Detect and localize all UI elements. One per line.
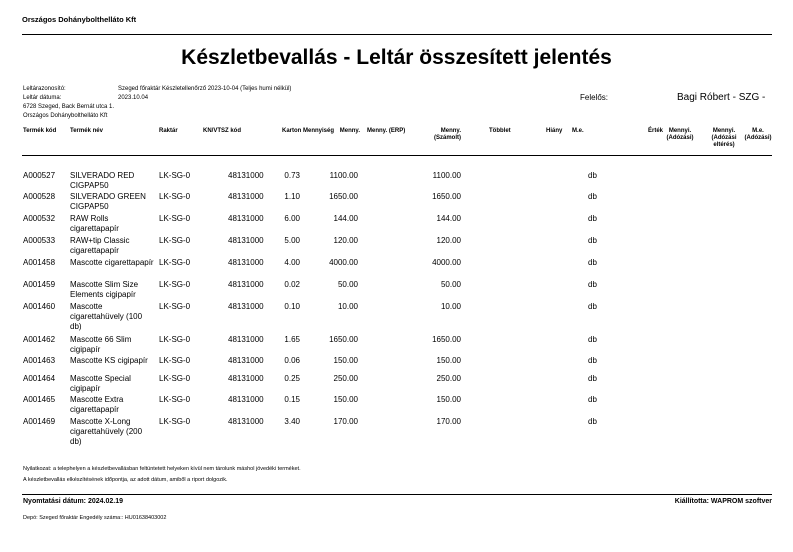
col-header-qty-tax: Mennyi. (Adózási) <box>666 128 694 141</box>
col-header-kn: KN/VTSZ kód <box>203 128 242 134</box>
cell-name: Mascotte Special cigipapír <box>70 374 131 393</box>
col-header-shortage: Hiány <box>546 128 563 134</box>
cell-qty-calc: 144.00 <box>436 214 461 223</box>
cell-name: Mascotte Extra cigarettapapír <box>70 395 124 414</box>
cell-code: A001463 <box>23 356 56 365</box>
company-name: Országos Dohánybolthelláto Kft <box>22 15 137 24</box>
cell-carton: 1.65 <box>284 335 300 344</box>
cell-qty-calc: 10.00 <box>440 302 461 311</box>
col-header-surplus: Többlet <box>489 128 511 134</box>
cell-warehouse: LK-SG-0 <box>159 280 191 289</box>
cell-name: Mascotte cigarettapapír <box>70 258 154 267</box>
print-date: Nyomtatási dátum: 2024.02.19 <box>23 498 123 505</box>
cell-name: RAW+tip Classic cigarettapapír <box>70 236 130 255</box>
inventory-date-value: 2023.10.04 <box>118 95 149 101</box>
inventory-id-value: Szeged főraktár Készletellenőrző 2023-10-04 (Teljes humi nélkül) <box>118 86 292 92</box>
cell-unit: db <box>588 335 597 344</box>
col-header-code: Termék kód <box>23 128 57 134</box>
company-line: Országos Dohánybolthelláto Kft <box>23 113 108 119</box>
cell-qty: 170.00 <box>333 417 358 426</box>
cell-code: A001459 <box>23 280 56 289</box>
cell-warehouse: LK-SG-0 <box>159 192 191 201</box>
cell-kn: 48131000 <box>228 236 264 245</box>
cell-carton: 0.10 <box>284 302 300 311</box>
cell-qty: 50.00 <box>337 280 358 289</box>
cell-name: RAW Rolls cigarettapapír <box>70 214 119 233</box>
cell-carton: 5.00 <box>284 236 300 245</box>
cell-qty: 150.00 <box>333 395 358 404</box>
cell-qty-calc: 4000.00 <box>432 258 461 267</box>
cell-kn: 48131000 <box>228 258 264 267</box>
cell-qty-calc: 120.00 <box>436 236 461 245</box>
cell-name: SILVERADO GREEN CIGPAP50 <box>70 192 146 211</box>
cell-unit: db <box>588 395 597 404</box>
col-header-name: Termék név <box>70 128 103 134</box>
header-divider <box>22 34 772 35</box>
cell-name: SILVERADO RED CIGPAP50 <box>70 171 135 190</box>
cell-code: A001464 <box>23 374 56 383</box>
cell-code: A001465 <box>23 395 56 404</box>
cell-code: A000532 <box>23 214 56 223</box>
inventory-id-label: Leltárazonosító: <box>23 86 66 92</box>
cell-qty: 1650.00 <box>329 192 358 201</box>
cell-warehouse: LK-SG-0 <box>159 258 191 267</box>
cell-code: A000533 <box>23 236 56 245</box>
cell-unit: db <box>588 192 597 201</box>
col-header-carton: Karton Mennyiség <box>281 128 334 134</box>
cell-qty: 150.00 <box>333 356 358 365</box>
cell-warehouse: LK-SG-0 <box>159 374 191 383</box>
cell-unit: db <box>588 374 597 383</box>
cell-warehouse: LK-SG-0 <box>159 214 191 223</box>
cell-qty-calc: 1650.00 <box>432 335 461 344</box>
cell-carton: 4.00 <box>284 258 300 267</box>
cell-code: A001460 <box>23 302 56 311</box>
cell-unit: db <box>588 417 597 426</box>
cell-warehouse: LK-SG-0 <box>159 302 191 311</box>
cell-unit: db <box>588 258 597 267</box>
cell-kn: 48131000 <box>228 280 264 289</box>
cell-qty-calc: 170.00 <box>436 417 461 426</box>
cell-warehouse: LK-SG-0 <box>159 171 191 180</box>
cell-kn: 48131000 <box>228 417 264 426</box>
cell-warehouse: LK-SG-0 <box>159 417 191 426</box>
address: 6728 Szeged, Back Bernát utca 1. <box>23 104 115 110</box>
cell-warehouse: LK-SG-0 <box>159 236 191 245</box>
cell-warehouse: LK-SG-0 <box>159 335 191 344</box>
declaration-note: Nyilatkozat: a telephelyen a készletbevallásban feltüntetett helyeken kívül nem tárolunk máshol jövedéki terméket. <box>23 466 301 472</box>
cell-qty: 1100.00 <box>329 171 358 180</box>
cell-kn: 48131000 <box>228 214 264 223</box>
col-header-qty-erp: Menny. (ERP) <box>367 128 406 134</box>
cell-qty: 120.00 <box>333 236 358 245</box>
cell-qty-calc: 1650.00 <box>432 192 461 201</box>
cell-code: A001462 <box>23 335 56 344</box>
cell-unit: db <box>588 280 597 289</box>
cell-kn: 48131000 <box>228 192 264 201</box>
col-header-unit: M.e. <box>572 128 584 134</box>
issuer: Kiállította: WAPROM szoftver <box>674 498 772 505</box>
cell-carton: 3.40 <box>284 417 300 426</box>
col-header-qty-calc: Menny. (Számolt) <box>434 128 461 141</box>
cell-name: Mascotte Slim Size Elements cigipapír <box>70 280 139 299</box>
responsible-value: Bagi Róbert - SZG - <box>677 92 766 103</box>
cell-name: Mascotte X-Long cigarettahüvely (200 db) <box>70 417 143 446</box>
page-title: Készletbevallás - Leltár összesített jelentés <box>181 46 612 69</box>
col-header-warehouse: Raktár <box>159 128 178 134</box>
timestamp-note: A készletbevallás elkészítésének időpontja, az adott dátum, amiből a riport dolgozik. <box>23 477 228 483</box>
cell-qty: 250.00 <box>333 374 358 383</box>
cell-qty: 4000.00 <box>329 258 358 267</box>
cell-carton: 6.00 <box>284 214 300 223</box>
cell-carton: 0.06 <box>284 356 300 365</box>
col-header-value: Érték <box>648 128 664 134</box>
cell-carton: 0.25 <box>284 374 300 383</box>
cell-kn: 48131000 <box>228 395 264 404</box>
cell-kn: 48131000 <box>228 335 264 344</box>
cell-qty-calc: 1100.00 <box>432 171 461 180</box>
col-header-qty: Menny. <box>339 128 360 134</box>
cell-name: Mascotte 66 Slim cigipapír <box>70 335 132 354</box>
cell-unit: db <box>588 171 597 180</box>
cell-code: A001469 <box>23 417 56 426</box>
cell-name: Mascotte KS cigipapír <box>70 356 148 365</box>
col-header-unit-tax: M.e. (Adózási) <box>744 128 772 141</box>
inventory-date-label: Leltár dátuma: <box>23 95 62 101</box>
cell-code: A001458 <box>23 258 56 267</box>
cell-code: A000527 <box>23 171 56 180</box>
cell-qty-calc: 150.00 <box>436 395 461 404</box>
col-header-qty-tax-diff: Mennyi. (Adózási eltérés) <box>711 128 737 148</box>
cell-qty-calc: 250.00 <box>436 374 461 383</box>
cell-carton: 0.15 <box>284 395 300 404</box>
cell-qty-calc: 150.00 <box>436 356 461 365</box>
footer-divider <box>22 494 772 495</box>
responsible-label: Felelős: <box>580 93 609 102</box>
cell-unit: db <box>588 302 597 311</box>
cell-carton: 1.10 <box>284 192 300 201</box>
cell-name: Mascotte cigarettahüvely (100 db) <box>70 302 143 331</box>
cell-kn: 48131000 <box>228 374 264 383</box>
table-header-divider <box>22 155 772 156</box>
cell-warehouse: LK-SG-0 <box>159 356 191 365</box>
cell-kn: 48131000 <box>228 302 264 311</box>
cell-kn: 48131000 <box>228 171 264 180</box>
cell-kn: 48131000 <box>228 356 264 365</box>
depot-license: Depó: Szeged főraktár Engedély száma:: HU01638403002 <box>23 515 167 521</box>
cell-carton: 0.73 <box>284 171 300 180</box>
cell-qty-calc: 50.00 <box>440 280 461 289</box>
cell-qty: 1650.00 <box>329 335 358 344</box>
cell-unit: db <box>588 214 597 223</box>
cell-warehouse: LK-SG-0 <box>159 395 191 404</box>
cell-unit: db <box>588 236 597 245</box>
cell-unit: db <box>588 356 597 365</box>
cell-carton: 0.02 <box>284 280 300 289</box>
cell-qty: 10.00 <box>337 302 358 311</box>
cell-qty: 144.00 <box>333 214 358 223</box>
cell-code: A000528 <box>23 192 56 201</box>
